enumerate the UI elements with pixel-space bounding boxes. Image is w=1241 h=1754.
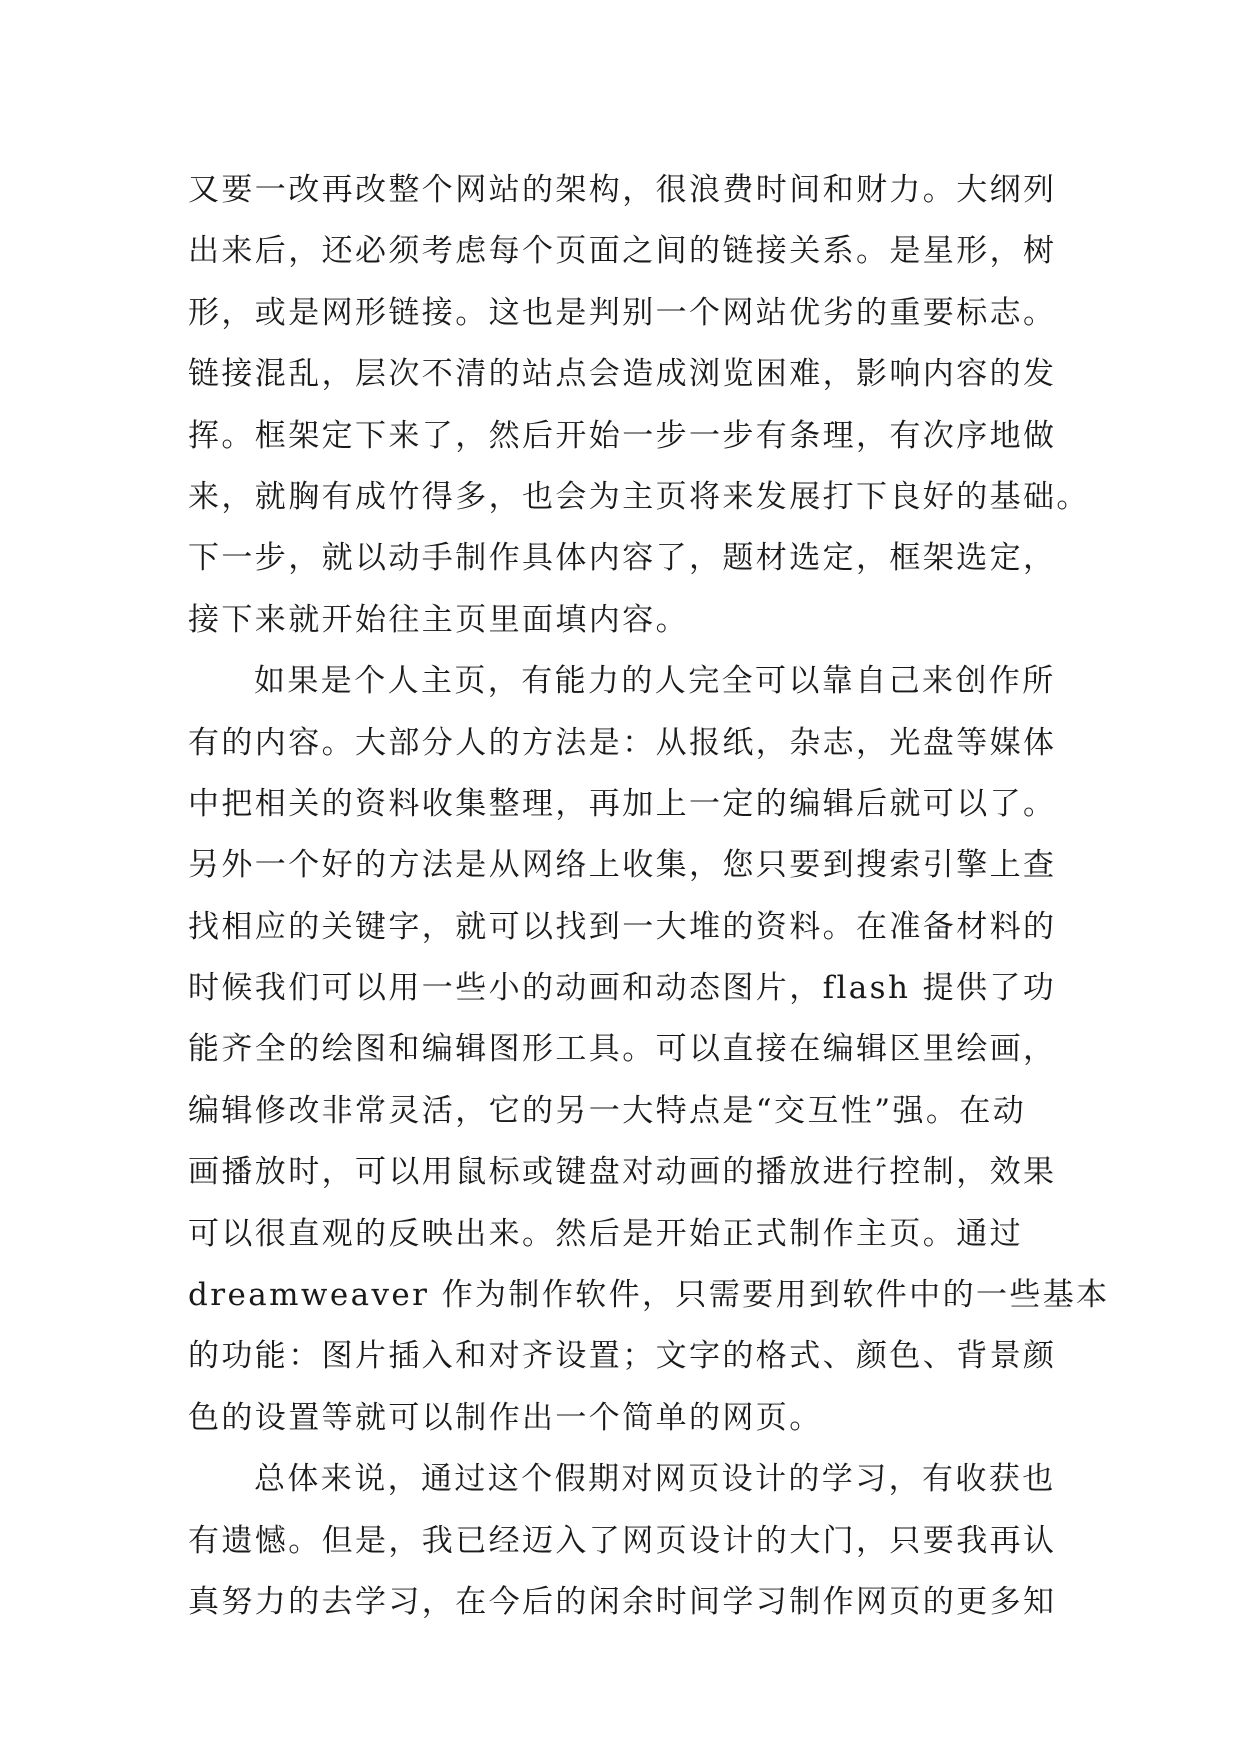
text-line: 形，或是网形链接。这也是判别一个网站优劣的重要标志。 <box>188 294 1057 331</box>
text-line: 中把相关的资料收集整理，再加上一定的编辑后就可以了。 <box>188 785 1057 822</box>
text-line: 色的设置等就可以制作出一个简单的网页。 <box>188 1399 823 1436</box>
text-line: 有遗憾。但是，我已经迈入了网页设计的大门，只要我再认 <box>188 1522 1057 1559</box>
text-line: 编辑修改非常灵活，它的另一大特点是“交互性”强。在动 <box>188 1092 1027 1129</box>
text-line: 链接混乱，层次不清的站点会造成浏览困难，影响内容的发 <box>188 356 1057 393</box>
text-line: 时候我们可以用一些小的动画和动态图片，flash 提供了功 <box>188 970 1057 1007</box>
text-line: 又要一改再改整个网站的架构，很浪费时间和财力。大纲列 <box>188 172 1057 208</box>
text-line: 另外一个好的方法是从网络上收集，您只要到搜索引擎上查 <box>188 847 1057 884</box>
text-line: 有的内容。大部分人的方法是：从报纸，杂志，光盘等媒体 <box>188 724 1057 761</box>
text-line: 如果是个人主页，有能力的人完全可以靠自己来创作所 <box>254 663 1056 700</box>
text-line: 总体来说，通过这个假期对网页设计的学习，有收获也 <box>254 1461 1056 1498</box>
text-line: 接下来就开始往主页里面填内容。 <box>188 601 689 638</box>
text-line: 挥。框架定下来了，然后开始一步一步有条理，有次序地做 <box>188 417 1057 454</box>
text-line: 能齐全的绘图和编辑图形工具。可以直接在编辑区里绘画， <box>188 1031 1057 1068</box>
text-line: 可以很直观的反映出来。然后是开始正式制作主页。通过 <box>188 1215 1023 1252</box>
text-line: 画播放时，可以用鼠标或键盘对动画的播放进行控制，效果 <box>188 1154 1057 1191</box>
body-text <box>188 160 1110 1633</box>
text-line: 出来后，还必须考虑每个页面之间的链接关系。是星形，树 <box>188 233 1057 270</box>
text-line: 来，就胸有成竹得多，也会为主页将来发展打下良好的基础。 <box>188 478 1090 515</box>
text-line: 真努力的去学习，在今后的闲余时间学习制作网页的更多知 <box>188 1583 1057 1620</box>
text-line: 下一步，就以动手制作具体内容了，题材选定，框架选定， <box>188 540 1057 577</box>
text-line: dreamweaver 作为制作软件，只需要用到软件中的一些基本 <box>188 1277 1110 1314</box>
text-line: 的功能：图片插入和对齐设置；文字的格式、颜色、背景颜 <box>188 1338 1057 1375</box>
text-line: 找相应的关键字，就可以找到一大堆的资料。在准备材料的 <box>188 908 1057 945</box>
